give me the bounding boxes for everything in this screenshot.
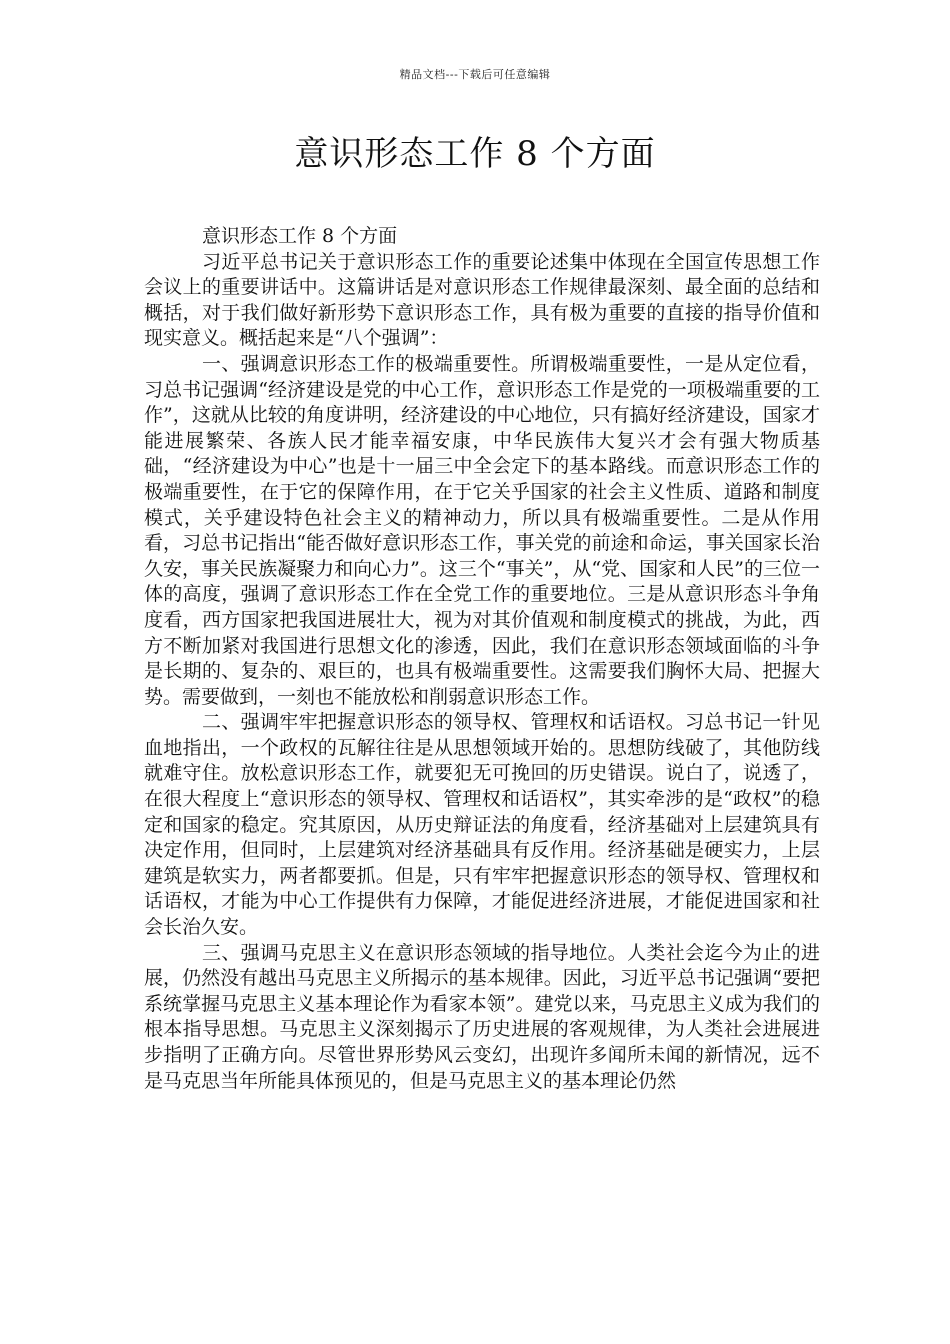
page-title: 意识形态工作 8 个方面 xyxy=(294,134,656,174)
header-note: 精品文档---下载后可任意编辑 xyxy=(399,68,551,81)
paragraph-point-3: 三、强调马克思主义在意识形态领域的指导地位。人类社会迄今为止的进展，仍然没有越出马克思主义所揭示的基本规律。因此，习近平总书记强调“要把系统掌握马克思主义基本理论作为看家本领”。建党以来，马克思主义成为我们的根本指导思想。马克思主义深刻揭示了历史进展的客观规律，为人类社会进展进步指明了正确方向。尽管世界形势风云变幻，出现许多闻所未闻的新情况，远不是马克思当年所能具体预见的，但是马克思主义的基本理论仍然 xyxy=(144,941,820,1092)
document-body xyxy=(144,224,820,1094)
document-subtitle: 意识形态工作 8 个方面 xyxy=(202,225,398,247)
paragraph-point-2: 二、强调牢牢把握意识形态的领导权、管理权和话语权。习总书记一针见血地指出，一个政权的瓦解往往是从思想领域开始的。思想防线破了，其他防线就难守住。放松意识形态工作，就要犯无可挽回的历史错误。说白了，说透了，在很大程度上“意识形态的领导权、管理权和话语权”，其实牵涉的是“政权”的稳定和国家的稳定。究其原因，从历史辩证法的角度看，经济基础对上层建筑具有决定作用，但同时，上层建筑对经济基础具有反作用。经济基础是硬实力，上层建筑是软实力，两者都要抓。但是，只有牢牢把握意识形态的领导权、管理权和话语权，才能为中心工作提供有力保障，才能促进经济进展，才能促进国家和社会长治久安。 xyxy=(144,711,820,939)
paragraph-intro: 习近平总书记关于意识形态工作的重要论述集中体现在全国宣传思想工作会议上的重要讲话中。这篇讲话是对意识形态工作规律最深刻、最全面的总结和概括，对于我们做好新形势下意识形态工作，具有极为重要的直接的指导价值和现实意义。概括起来是“八个强调”： xyxy=(144,250,820,350)
paragraph-point-1: 一、强调意识形态工作的极端重要性。所谓极端重要性，一是从定位看，习总书记强调“经济建设是党的中心工作，意识形态工作是党的一项极端重要的工作”，这就从比较的角度讲明，经济建设的中心地位，只有搞好经济建设，国家才能进展繁荣、各族人民才能幸福安康，中华民族伟大复兴才会有强大物质基础，“经济建设为中心”也是十一届三中全会定下的基本路线。而意识形态工作的极端重要性，在于它的保障作用，在于它关乎国家的社会主义性质、道路和制度模式，关乎建设特色社会主义的精神动力，所以具有极端重要性。二是从作用看，习总书记指出“能否做好意识形态工作，事关党的前途和命运，事关国家长治久安，事关民族凝聚力和向心力”。这三个“事关”，从“党、国家和人民”的三位一体的高度，强调了意识形态工作在全党工作的重要地位。三是从意识形态斗争角度看，西方国家把我国进展壮大，视为对其价值观和制度模式的挑战，为此，西方不断加紧对我国进行思想文化的渗透，因此，我们在意识形态领域面临的斗争是长期的、复杂的、艰巨的，也具有极端重要性。这需要我们胸怀大局、把握大势。需要做到，一刻也不能放松和削弱意识形态工作。 xyxy=(144,352,820,708)
